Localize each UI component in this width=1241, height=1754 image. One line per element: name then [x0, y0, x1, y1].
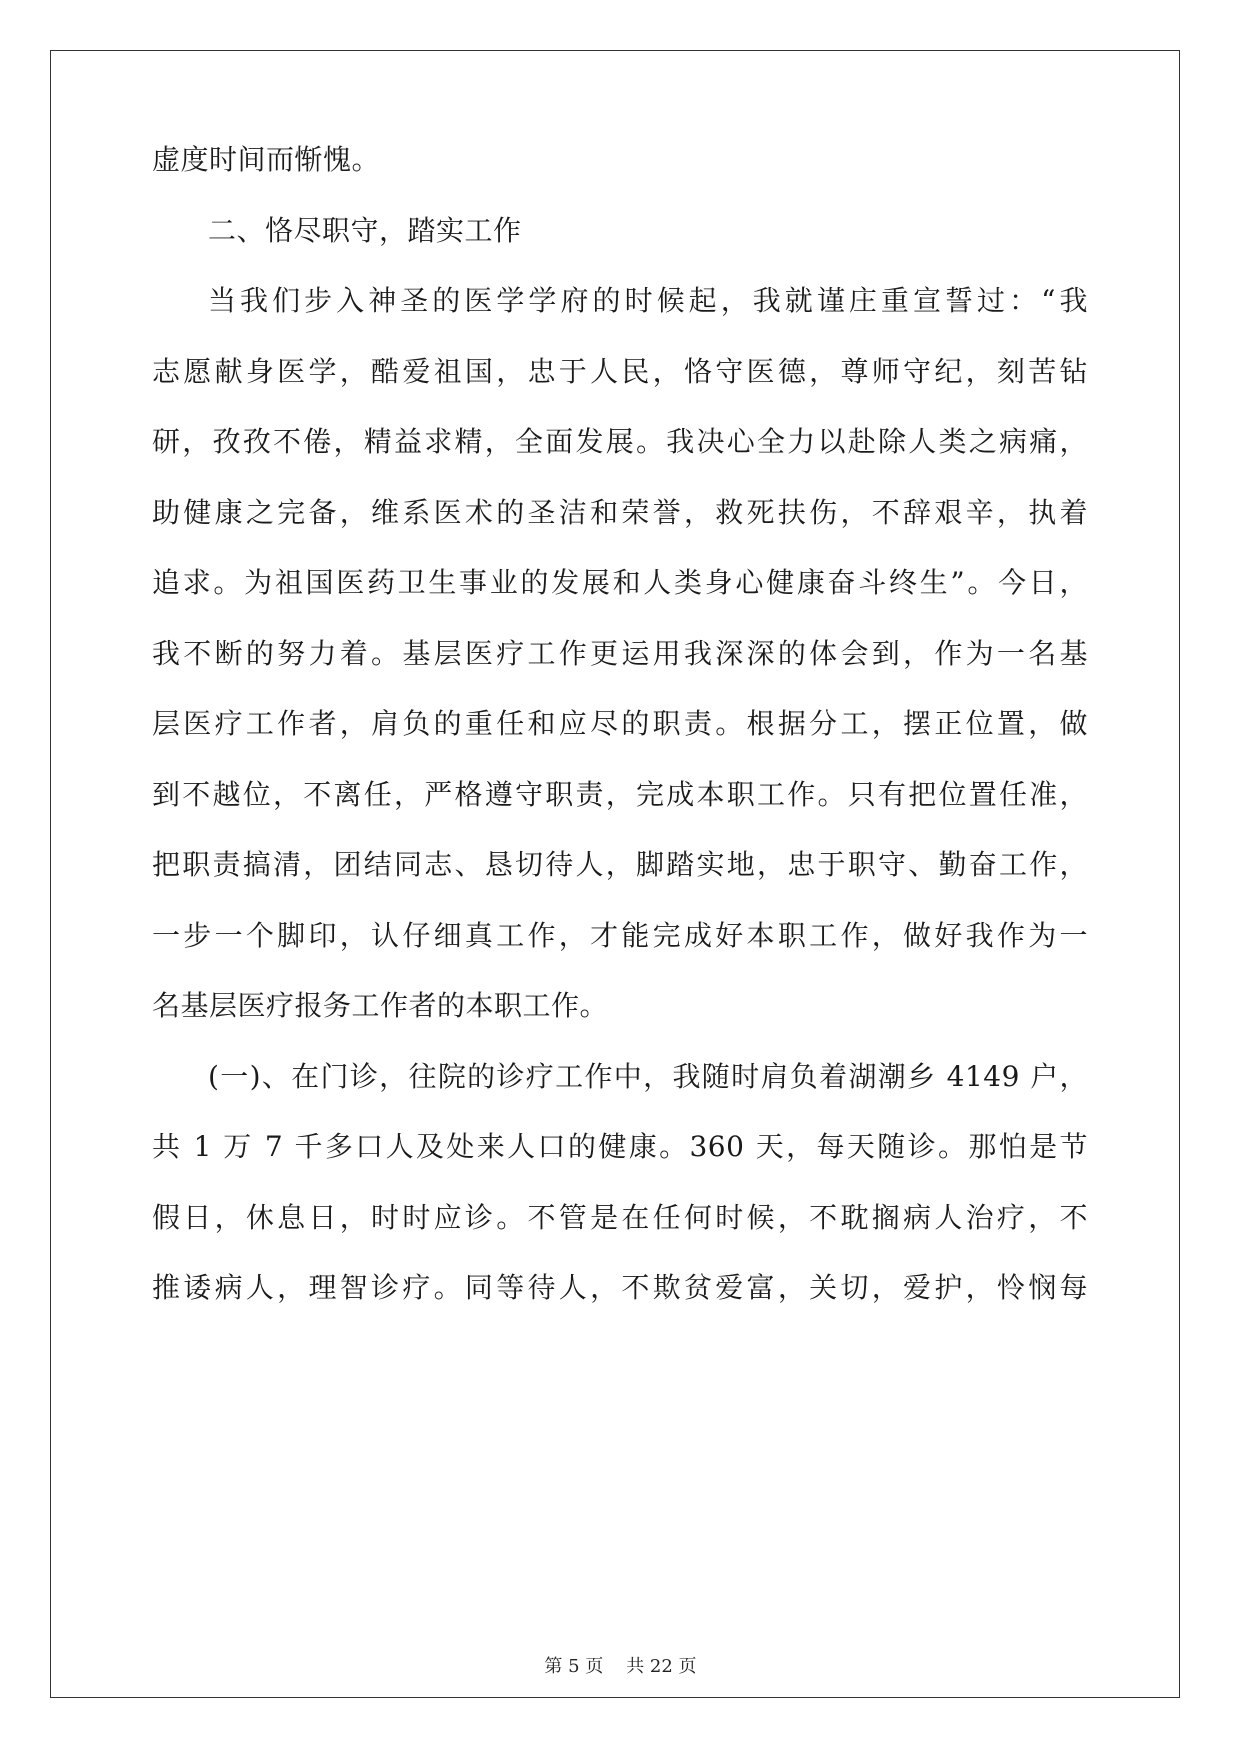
text-line: 名基层医疗报务工作者的本职工作。 — [152, 989, 609, 1022]
text-line: 假日，休息日，时时应诊。不管是在任何时候，不耽搁病人治疗，不 — [152, 1200, 1088, 1234]
text-line: 研，孜孜不倦，精益求精，全面发展。我决心全力以赴除人类之病痛， — [152, 425, 1088, 458]
text-line: 推诿病人，理智诊疗。同等待人，不欺贫爱富，关切，爱护，怜悯每 — [152, 1271, 1088, 1304]
text-line: 助健康之完备，维系医术的圣洁和荣誉，救死扶伤，不辞艰辛，执着 — [152, 495, 1088, 529]
text-line: 共 1 万 7 千多口人及处来人口的健康。360 天，每天随诊。那怕是节 — [152, 1130, 1088, 1163]
text-line: 层医疗工作者，肩负的重任和应尽的职责。根据分工，摆正位置，做 — [152, 707, 1088, 740]
text-line: 追求。为祖国医药卫生事业的发展和人类身心健康奋斗终生”。今日， — [152, 566, 1088, 599]
text-line: 志愿献身医学，酷爱祖国，忠于人民，恪守医德，尊师守纪，刻苦钻 — [152, 354, 1088, 388]
text-line: 当我们步入神圣的医学学府的时候起，我就谨庄重宣誓过：“我 — [208, 284, 1088, 317]
text-line: 二、恪尽职守，踏实工作 — [208, 213, 522, 247]
page-footer: 第 5 页 共 22 页 — [544, 1656, 697, 1677]
text-line: 到不越位，不离任，严格遵守职责，完成本职工作。只有把位置任准， — [152, 777, 1088, 811]
text-line: 把职责搞清，团结同志、恳切待人，脚踏实地，忠于职守、勤奋工作， — [152, 848, 1088, 881]
text-line: 我不断的努力着。基层医疗工作更运用我深深的体会到，作为一名基 — [152, 636, 1088, 670]
text-line: (一)、在门诊，往院的诊疗工作中，我随时肩负着湖潮乡 4149 户， — [208, 1059, 1088, 1093]
text-line: 虚度时间而惭愧。 — [152, 143, 381, 176]
text-line: 一步一个脚印，认仔细真工作，才能完成好本职工作，做好我作为一 — [152, 918, 1088, 952]
